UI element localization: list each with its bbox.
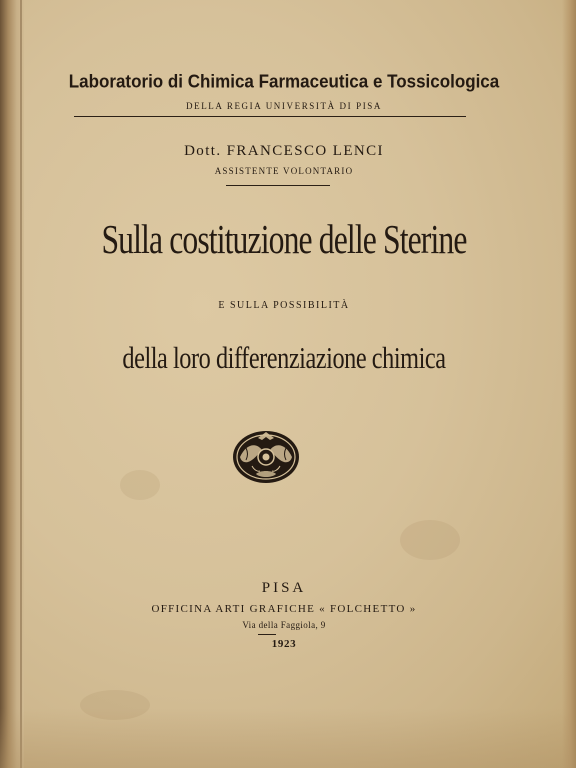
imprint-address: Via della Faggiola, 9 [242,620,326,630]
author-rule [226,185,330,186]
printer-mark-icon [230,426,302,486]
imprint-rule [258,634,276,635]
imprint-publisher: OFFICINA ARTI GRAFICHE « FOLCHETTO » [151,603,417,615]
header-rule [74,116,466,117]
imprint-year: 1923 [271,638,297,650]
page-right-edge [562,0,576,768]
paper-stain [80,690,150,720]
laboratory-heading: Laboratorio di Chimica Farmaceutica e Tossicologica [68,71,500,92]
title-continuation: della loro differenziazione chimica [122,341,446,375]
title-connector: E SULLA POSSIBILITÀ [218,300,350,311]
imprint-city: PISA [261,580,307,596]
university-line: DELLA REGIA UNIVERSITÀ DI PISA [186,101,382,111]
page-spine-line [20,0,22,768]
page-bottom-shade [0,708,576,768]
author-name: Dott. FRANCESCO LENCI [184,143,384,159]
paper-stain [120,470,160,500]
paper-stain [400,520,460,560]
author-role: ASSISTENTE VOLONTARIO [214,166,354,176]
main-title: Sulla costituzione delle Sterine [101,216,467,262]
